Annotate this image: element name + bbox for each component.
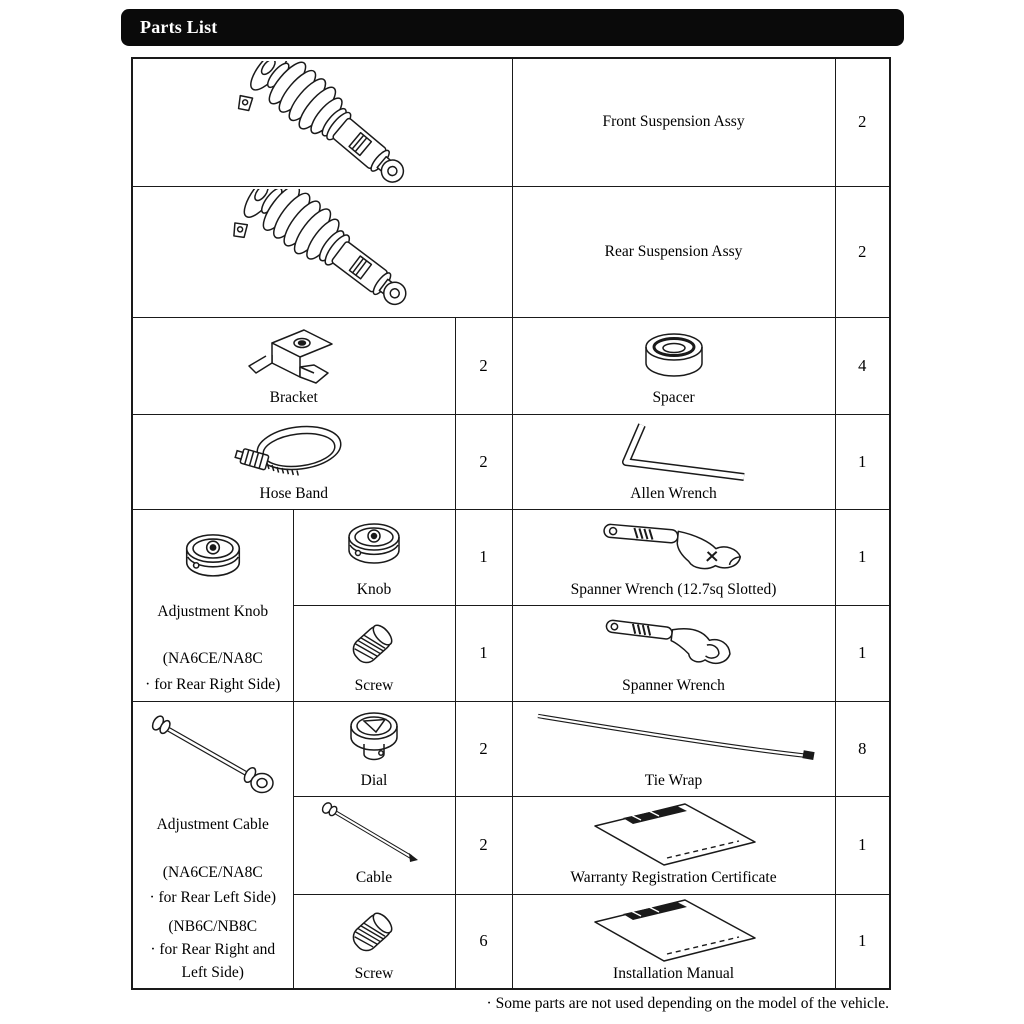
table-row [132, 414, 890, 509]
cable-cell [293, 796, 455, 894]
installation-manual-figure [583, 895, 765, 965]
knob-qty: 1 [455, 509, 512, 605]
adjustment-knob-note [145, 646, 280, 699]
tie-wrap-qty: 8 [835, 701, 890, 796]
cable-screw-cell [293, 894, 455, 989]
parts-table [131, 57, 891, 990]
front-suspension-name: Front Suspension Assy [512, 58, 835, 186]
page-title: Parts List [140, 17, 218, 37]
adjustment-cable-drawing [138, 708, 288, 802]
front-suspension-image-cell [132, 58, 512, 186]
screw-drawing [343, 902, 405, 958]
spanner-wrench-qty: 1 [835, 605, 890, 701]
document-sheet-drawing [583, 799, 765, 869]
adjustment-cable-figure [138, 707, 288, 803]
rear-suspension-qty: 2 [835, 186, 890, 317]
allen-wrench-qty: 1 [835, 414, 890, 509]
rear-suspension-name: Rear Suspension Assy [512, 186, 835, 317]
knob-screw-figure [343, 607, 405, 677]
spanner-wrench-label: Spanner Wrench [622, 676, 725, 694]
front-suspension-qty: 2 [835, 58, 890, 186]
adjustment-knob-drawing [172, 527, 254, 589]
bracket-drawing [242, 323, 346, 385]
cable-screw-qty: 6 [455, 894, 512, 989]
spacer-cell [512, 317, 835, 414]
adjustment-cable-note-line1: (NA6CE/NA8C [162, 864, 263, 882]
spacer-qty: 4 [835, 317, 890, 414]
dial-label: Dial [360, 772, 388, 790]
adjustment-knob-note-line2: · for Rear Right Side) [145, 676, 281, 693]
dial-figure [336, 703, 412, 773]
bracket-label: Bracket [269, 389, 318, 407]
allen-wrench-label: Allen Wrench [630, 485, 717, 503]
cable-figure [311, 799, 437, 869]
hose-band-label: Hose Band [259, 485, 328, 503]
front-suspension-drawing [204, 61, 440, 183]
spanner-wrench-slotted-drawing [595, 518, 753, 574]
dial-cell [293, 701, 455, 796]
knob-screw-qty: 1 [455, 605, 512, 701]
cable-screw-label: Screw [354, 965, 394, 983]
section-header [121, 9, 904, 46]
adjustment-knob-figure [172, 516, 254, 600]
tie-wrap-drawing [524, 707, 824, 767]
cable-screw-figure [343, 895, 405, 965]
front-suspension-figure [133, 61, 512, 183]
tie-wrap-cell [512, 701, 835, 796]
screw-drawing [343, 614, 405, 670]
cable-label: Cable [355, 868, 393, 886]
knob-screw-label: Screw [354, 676, 394, 694]
allen-wrench-drawing [590, 418, 758, 482]
spanner-wrench-slotted-qty: 1 [835, 509, 890, 605]
hose-band-figure [233, 416, 355, 486]
allen-wrench-figure [590, 416, 758, 486]
spanner-wrench-slotted-figure [595, 511, 753, 581]
adjustment-cable-note-line4: · for Rear Right and [150, 940, 276, 958]
table-row [132, 186, 890, 317]
dial-qty: 2 [455, 701, 512, 796]
adjustment-cable-note-line2: · for Rear Left Side) [149, 888, 277, 906]
dial-drawing [336, 706, 412, 768]
adjustment-knob-group-cell [132, 509, 293, 701]
knob-figure [335, 511, 413, 581]
table-row [132, 317, 890, 414]
footnote: · Some parts are not used depending on the model of the vehicle. [486, 995, 889, 1012]
rear-suspension-image-cell [132, 186, 512, 317]
adjustment-cable-title: Adjustment Cable [156, 816, 269, 834]
adjustment-cable-note-b [150, 915, 275, 985]
document-sheet-drawing [583, 895, 765, 965]
adjustment-cable-note-line3: (NB6C/NB8C [168, 917, 258, 935]
knob-cell [293, 509, 455, 605]
spanner-wrench-slotted-cell [512, 509, 835, 605]
bracket-qty: 2 [455, 317, 512, 414]
warranty-certificate-cell [512, 796, 835, 894]
table-row [132, 509, 890, 605]
bracket-figure [242, 320, 346, 390]
cable-qty: 2 [455, 796, 512, 894]
knob-drawing [335, 517, 413, 575]
warranty-certificate-qty: 1 [835, 796, 890, 894]
hose-band-drawing [233, 417, 355, 483]
bracket-cell [132, 317, 455, 414]
tie-wrap-figure [524, 703, 824, 773]
hose-band-cell [132, 414, 455, 509]
installation-manual-cell [512, 894, 835, 989]
cable-drawing [311, 801, 437, 867]
installation-manual-qty: 1 [835, 894, 890, 989]
warranty-certificate-figure [583, 799, 765, 869]
spacer-drawing [629, 325, 719, 383]
spanner-wrench-figure [599, 607, 749, 677]
hose-band-qty: 2 [455, 414, 512, 509]
spacer-label: Spacer [652, 389, 695, 407]
spanner-wrench-drawing [599, 615, 749, 669]
installation-manual-label: Installation Manual [613, 965, 735, 983]
knob-screw-cell [293, 605, 455, 701]
spanner-wrench-cell [512, 605, 835, 701]
adjustment-cable-group-cell [132, 701, 293, 989]
tie-wrap-label: Tie Wrap [644, 772, 703, 790]
allen-wrench-cell [512, 414, 835, 509]
knob-label: Knob [356, 580, 392, 598]
table-row [132, 701, 890, 796]
table-row [132, 58, 890, 186]
adjustment-cable-note-line5: Left Side) [181, 964, 244, 982]
adjustment-knob-title: Adjustment Knob [157, 602, 269, 620]
spanner-wrench-slotted-label: Spanner Wrench (12.7sq Slotted) [570, 580, 777, 598]
spacer-figure [629, 320, 719, 390]
adjustment-knob-note-line1: (NA6CE/NA8C [162, 649, 263, 667]
rear-suspension-drawing [197, 189, 447, 315]
warranty-certificate-label: Warranty Registration Certificate [570, 868, 777, 886]
adjustment-cable-note-a [149, 861, 276, 911]
rear-suspension-figure [133, 189, 512, 315]
